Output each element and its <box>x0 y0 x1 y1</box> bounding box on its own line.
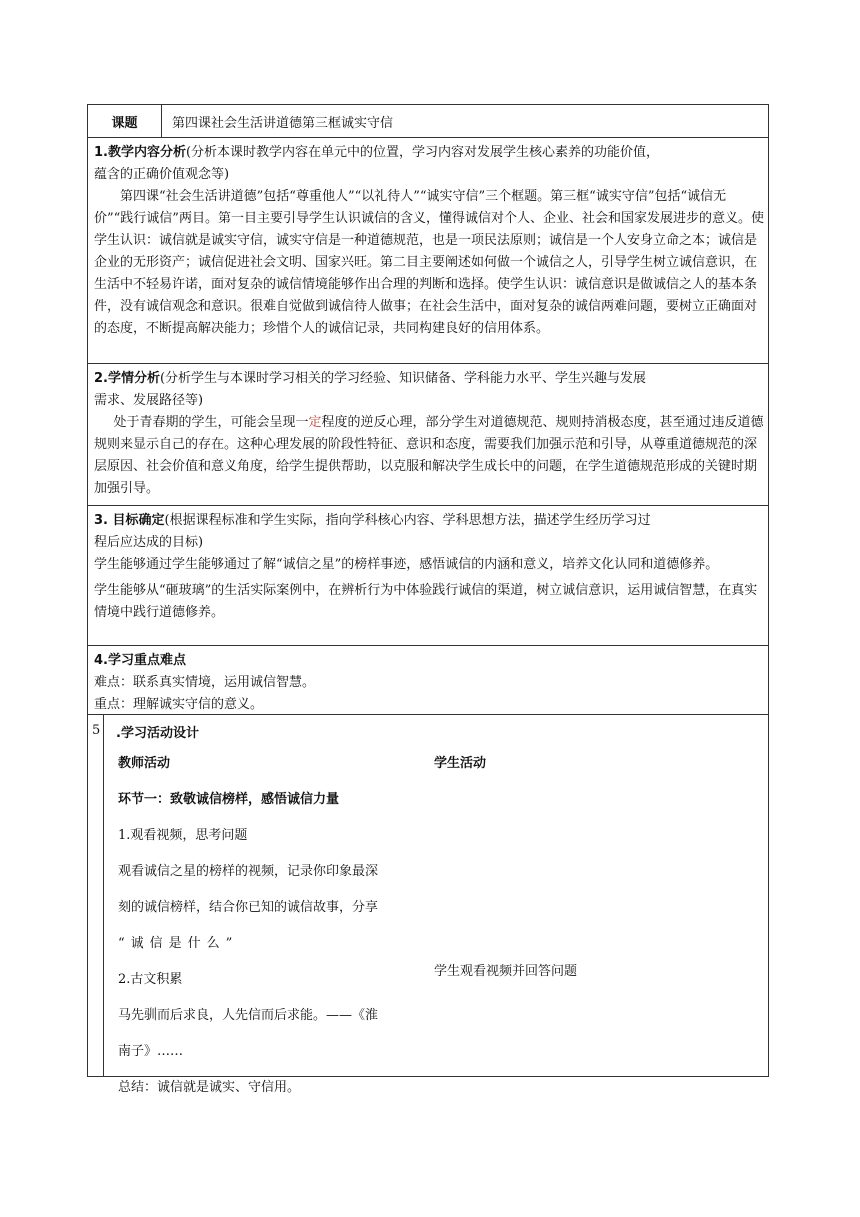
stage-1-title: 环节一：致敬诚信榜样，感悟诚信力量 <box>118 792 340 807</box>
objective-2: 学生能够从“砸玻璃”的生活实际案例中，在辨析行为中体验践行诚信的渠道，树立诚信意识，运用诚信智慧，在真实情境中践行道德修养。 <box>94 583 758 620</box>
learner-analysis-text-b: 程度的逆反心理，部分学生对道德规范、规则持消极态度，甚至通过违反道德规则来显示自己的存在。这种心理发展的阶段性特征、意识和态度，需要我们加强示范和引导，从尊重道德规范的深层原因、社会价值和意义角度，给学生提供帮助，以克服和解决学生成长中的问题，在学生道德规范形成的关键时期加强引导。 <box>94 415 764 496</box>
step-2-line-2: 南子》…… <box>118 1044 184 1059</box>
content-analysis-note-2: 蕴含的正确价值观念等) <box>94 167 230 182</box>
section-number: 5 <box>88 715 104 1076</box>
activity-design-heading: .学习活动设计 <box>116 726 199 741</box>
student-activity-header: 学生活动 <box>434 756 487 771</box>
content-analysis-heading: 1.教学内容分析 <box>94 145 186 160</box>
learner-analysis-note-2: 需求、发展路径等) <box>94 393 204 408</box>
content-analysis-note-1: (分析本课时教学内容在单元中的位置，学习内容对发展学生核心素养的功能价值， <box>185 145 660 160</box>
objective-1: 学生能够通过学生能够通过了解“诚信之星”的榜样事迹，感悟诚信的内涵和意义，培养文化认同和道德修养。 <box>94 557 719 572</box>
key-difficulties-heading: 4.学习重点难点 <box>94 653 186 668</box>
learner-analysis-text-highlight: 定 <box>308 415 322 430</box>
key-difficulties-section <box>87 646 769 715</box>
learner-analysis-section <box>87 364 769 506</box>
learner-analysis-heading: 2.学情分析 <box>94 371 160 386</box>
difficulty-text: 难点：联系真实情境，运用诚信智慧。 <box>94 675 316 690</box>
objectives-note-1: (根据课程标准和学生实际，指向学科核心内容、学科思想方法，描述学生经历学习过 <box>164 513 651 528</box>
learner-analysis-text-a: 处于青春期的学生，可能会呈现一 <box>113 415 309 430</box>
title-row <box>87 104 769 138</box>
learner-analysis-body <box>94 412 764 500</box>
content-analysis-body: 第四课“社会生活讲道德”包括“尊重他人”“以礼待人”“诚实守信”三个框题。第三框“诚实守信”包括“诚信无价”“践行诚信”两目。第一目主要引导学生认识诚信的含义，懂得诚信对个人、企业、社会和国家发展进步的意义。使学生认识：诚信就是诚实守信，诚实守信是一种道德规范，也是一项民法原则；诚信是一个人安身立命之本；诚信是企业的无形资产；诚信促进社会文明、国家兴旺。第二目主要阐述如何做一个诚信之人，引导学生树立诚信意识，在生活中不轻易许诺，面对复杂的诚信情境能够作出合理的判断和选择。使学生认识：诚信意识是做诚信之人的基本条件，没有诚信观念和意识。很难自觉做到诚信待人做事；在社会生活中，面对复杂的诚信两难问题，要树立正确面对的态度，不断提高解决能力；珍惜个人的诚信记录，共同构建良好的信用体系。 <box>94 189 764 336</box>
teacher-activity-column <box>118 750 438 1102</box>
objectives-section <box>87 506 769 646</box>
step-1-line-2: 刻的诚信榜样，结合你已知的诚信故事，分享 <box>118 900 379 915</box>
lesson-title: 第四课社会生活讲道德第三框诚实守信 <box>172 115 394 131</box>
student-activity-column <box>434 750 734 986</box>
learner-analysis-note-1: (分析学生与本课时学习相关的学习经验、知识储备、学科能力水平、学生兴趣与发展 <box>159 371 647 386</box>
step-2-line-1: 马先驯而后求良，人先信而后求能。——《淮 <box>118 1008 379 1023</box>
summary-text: 总结：诚信就是诚实、守信用。 <box>118 1080 301 1095</box>
activity-design-section <box>87 715 769 1095</box>
teacher-activity-header: 教师活动 <box>118 756 171 771</box>
content-analysis-section <box>87 138 769 364</box>
step-2-title: 2.古文积累 <box>118 972 183 987</box>
key-point-text: 重点：理解诚实守信的意义。 <box>94 697 264 712</box>
step-1-title: 1.观看视频，思考问题 <box>118 828 248 843</box>
step-1-line-3: “诚信是什么” <box>118 936 239 951</box>
activity-design-body <box>104 715 768 1095</box>
objectives-note-2: 程后应达成的目标) <box>94 535 204 550</box>
lesson-plan-table <box>87 104 769 1095</box>
title-label: 课题 <box>88 105 162 137</box>
objectives-heading: 3. 目标确定 <box>94 513 165 528</box>
student-activity-text: 学生观看视频并回答问题 <box>434 964 578 979</box>
step-1-line-1: 观看诚信之星的榜样的视频，记录你印象最深 <box>118 864 379 879</box>
